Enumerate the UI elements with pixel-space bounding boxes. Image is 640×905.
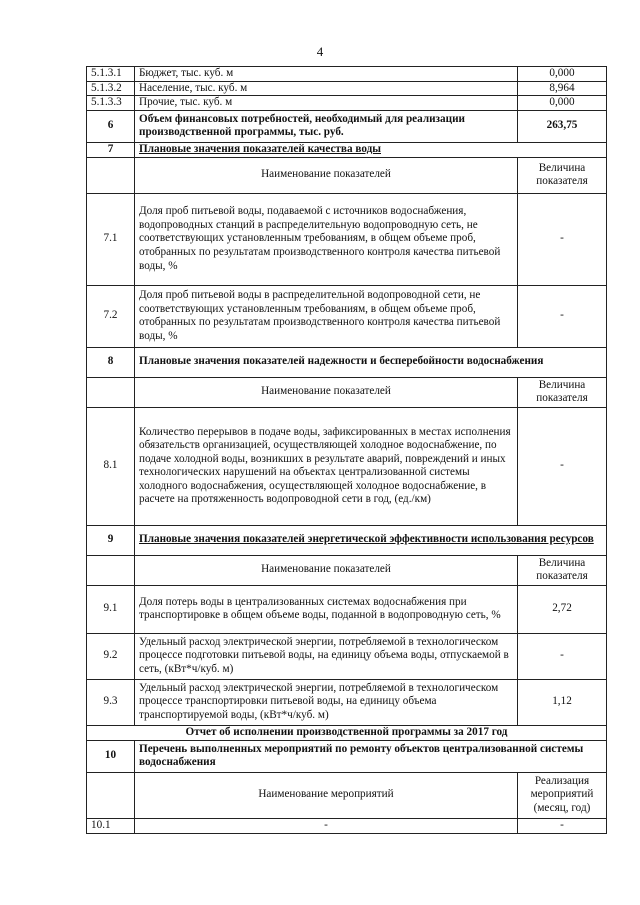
- row-name: Удельный расход электрической энергии, потребляемой в технологическом процессе подготовки питьевой воды, на единицу объема воды, отпускаемой в сеть, (кВт*ч/куб. м): [135, 633, 518, 679]
- row-name: Доля потерь воды в централизованных системах водоснабжения при транспортировке в общем объеме воды, поданной в водопроводную сеть, %: [135, 585, 518, 633]
- column-header-value: Реализация мероприятий (месяц, год): [518, 772, 607, 818]
- row-name: Удельный расход электрической энергии, потребляемой в технологическом процессе транспортировки питьевой воды, на единицу объема транспортируемой воды, (кВт*ч/куб. м): [135, 679, 518, 725]
- row-value: -: [518, 193, 607, 285]
- section-value: 263,75: [518, 110, 607, 142]
- row-value: -: [518, 285, 607, 347]
- section-row: [87, 110, 607, 142]
- table-row: [87, 407, 607, 525]
- header-row: [87, 772, 607, 818]
- row-value: -: [518, 818, 607, 833]
- row-number: 5.1.3.2: [87, 81, 135, 96]
- header-empty-cell: [87, 772, 135, 818]
- column-header-name: Наименование показателей: [135, 157, 518, 193]
- section-number: 8: [87, 347, 135, 377]
- section-title: Плановые значения показателей качества воды: [135, 142, 607, 157]
- section-number: 9: [87, 525, 135, 555]
- row-name: Бюджет, тыс. куб. м: [135, 67, 518, 82]
- section-title: Плановые значения показателей энергетической эффективности использования ресурсов: [135, 525, 607, 555]
- header-row: [87, 157, 607, 193]
- row-number: 7.1: [87, 193, 135, 285]
- section-number: 10: [87, 740, 135, 772]
- column-header-name: Наименование показателей: [135, 555, 518, 585]
- header-empty-cell: [87, 157, 135, 193]
- header-empty-cell: [87, 377, 135, 407]
- row-value: -: [518, 407, 607, 525]
- table-row: [87, 193, 607, 285]
- column-header-name: Наименование показателей: [135, 377, 518, 407]
- section-title: Перечень выполненных мероприятий по ремонту объектов централизованной системы водоснабжения: [135, 740, 607, 772]
- row-name: Доля проб питьевой воды в распределительной водопроводной сети, не соответствующих установленным требованиям, в общем объеме проб, отобранных по результатам производственного контроля качества питьевой воды, %: [135, 285, 518, 347]
- row-number: 8.1: [87, 407, 135, 525]
- row-name: Доля проб питьевой воды, подаваемой с источников водоснабжения, водопроводных станций в распределительную водопроводную сеть, не соответствующих установленным требованиям, в общем объеме проб, отобранных по результатам производственного контроля качества питьевой воды, %: [135, 193, 518, 285]
- row-value: 0,000: [518, 96, 607, 111]
- header-empty-cell: [87, 555, 135, 585]
- table-row: [87, 285, 607, 347]
- row-name: Количество перерывов в подаче воды, зафиксированных в местах исполнения обязательств организацией, осуществляющей холодное водоснабжение, по подаче холодной воды, возникших в результате аварий, повреждений и иных технологических нарушений на объектах централизованной системы холодного водоснабжения, осуществляющей холодное водоснабжение, в расчете на протяженность водопроводной сети в год, (ед./км): [135, 407, 518, 525]
- row-number: 10.1: [87, 818, 135, 833]
- page-number: 4: [316, 44, 324, 59]
- row-value: 2,72: [518, 585, 607, 633]
- section-title: Плановые значения показателей надежности и бесперебойности водоснабжения: [135, 347, 607, 377]
- section-title: Объем финансовых потребностей, необходимый для реализации производственной программы, тыс. руб.: [135, 110, 518, 142]
- row-number: 9.1: [87, 585, 135, 633]
- table-row: [87, 585, 607, 633]
- table-row: [87, 633, 607, 679]
- column-header-name: Наименование мероприятий: [135, 772, 518, 818]
- row-number: 5.1.3.3: [87, 96, 135, 111]
- report-title: Отчет об исполнении производственной программы за 2017 год: [87, 725, 607, 740]
- row-value: 0,000: [518, 67, 607, 82]
- table-row: [87, 67, 607, 82]
- header-row: [87, 377, 607, 407]
- table-row: [87, 818, 607, 833]
- row-number: 9.3: [87, 679, 135, 725]
- table-row: [87, 679, 607, 725]
- row-number: 5.1.3.1: [87, 67, 135, 82]
- row-value: 8,964: [518, 81, 607, 96]
- table-row: [87, 81, 607, 96]
- row-value: -: [518, 633, 607, 679]
- row-value: 1,12: [518, 679, 607, 725]
- row-name: Прочие, тыс. куб. м: [135, 96, 518, 111]
- section-number: 6: [87, 110, 135, 142]
- section-row: [87, 142, 607, 157]
- header-row: [87, 555, 607, 585]
- row-name: Население, тыс. куб. м: [135, 81, 518, 96]
- section-row: [87, 347, 607, 377]
- section-number: 7: [87, 142, 135, 157]
- column-header-value: Величина показателя: [518, 377, 607, 407]
- column-header-value: Величина показателя: [518, 157, 607, 193]
- column-header-value: Величина показателя: [518, 555, 607, 585]
- report-title-row: [87, 725, 607, 740]
- row-number: 7.2: [87, 285, 135, 347]
- table-row: [87, 96, 607, 111]
- section-row: [87, 740, 607, 772]
- program-table: [86, 66, 607, 834]
- row-name: -: [135, 818, 518, 833]
- section-row: [87, 525, 607, 555]
- row-number: 9.2: [87, 633, 135, 679]
